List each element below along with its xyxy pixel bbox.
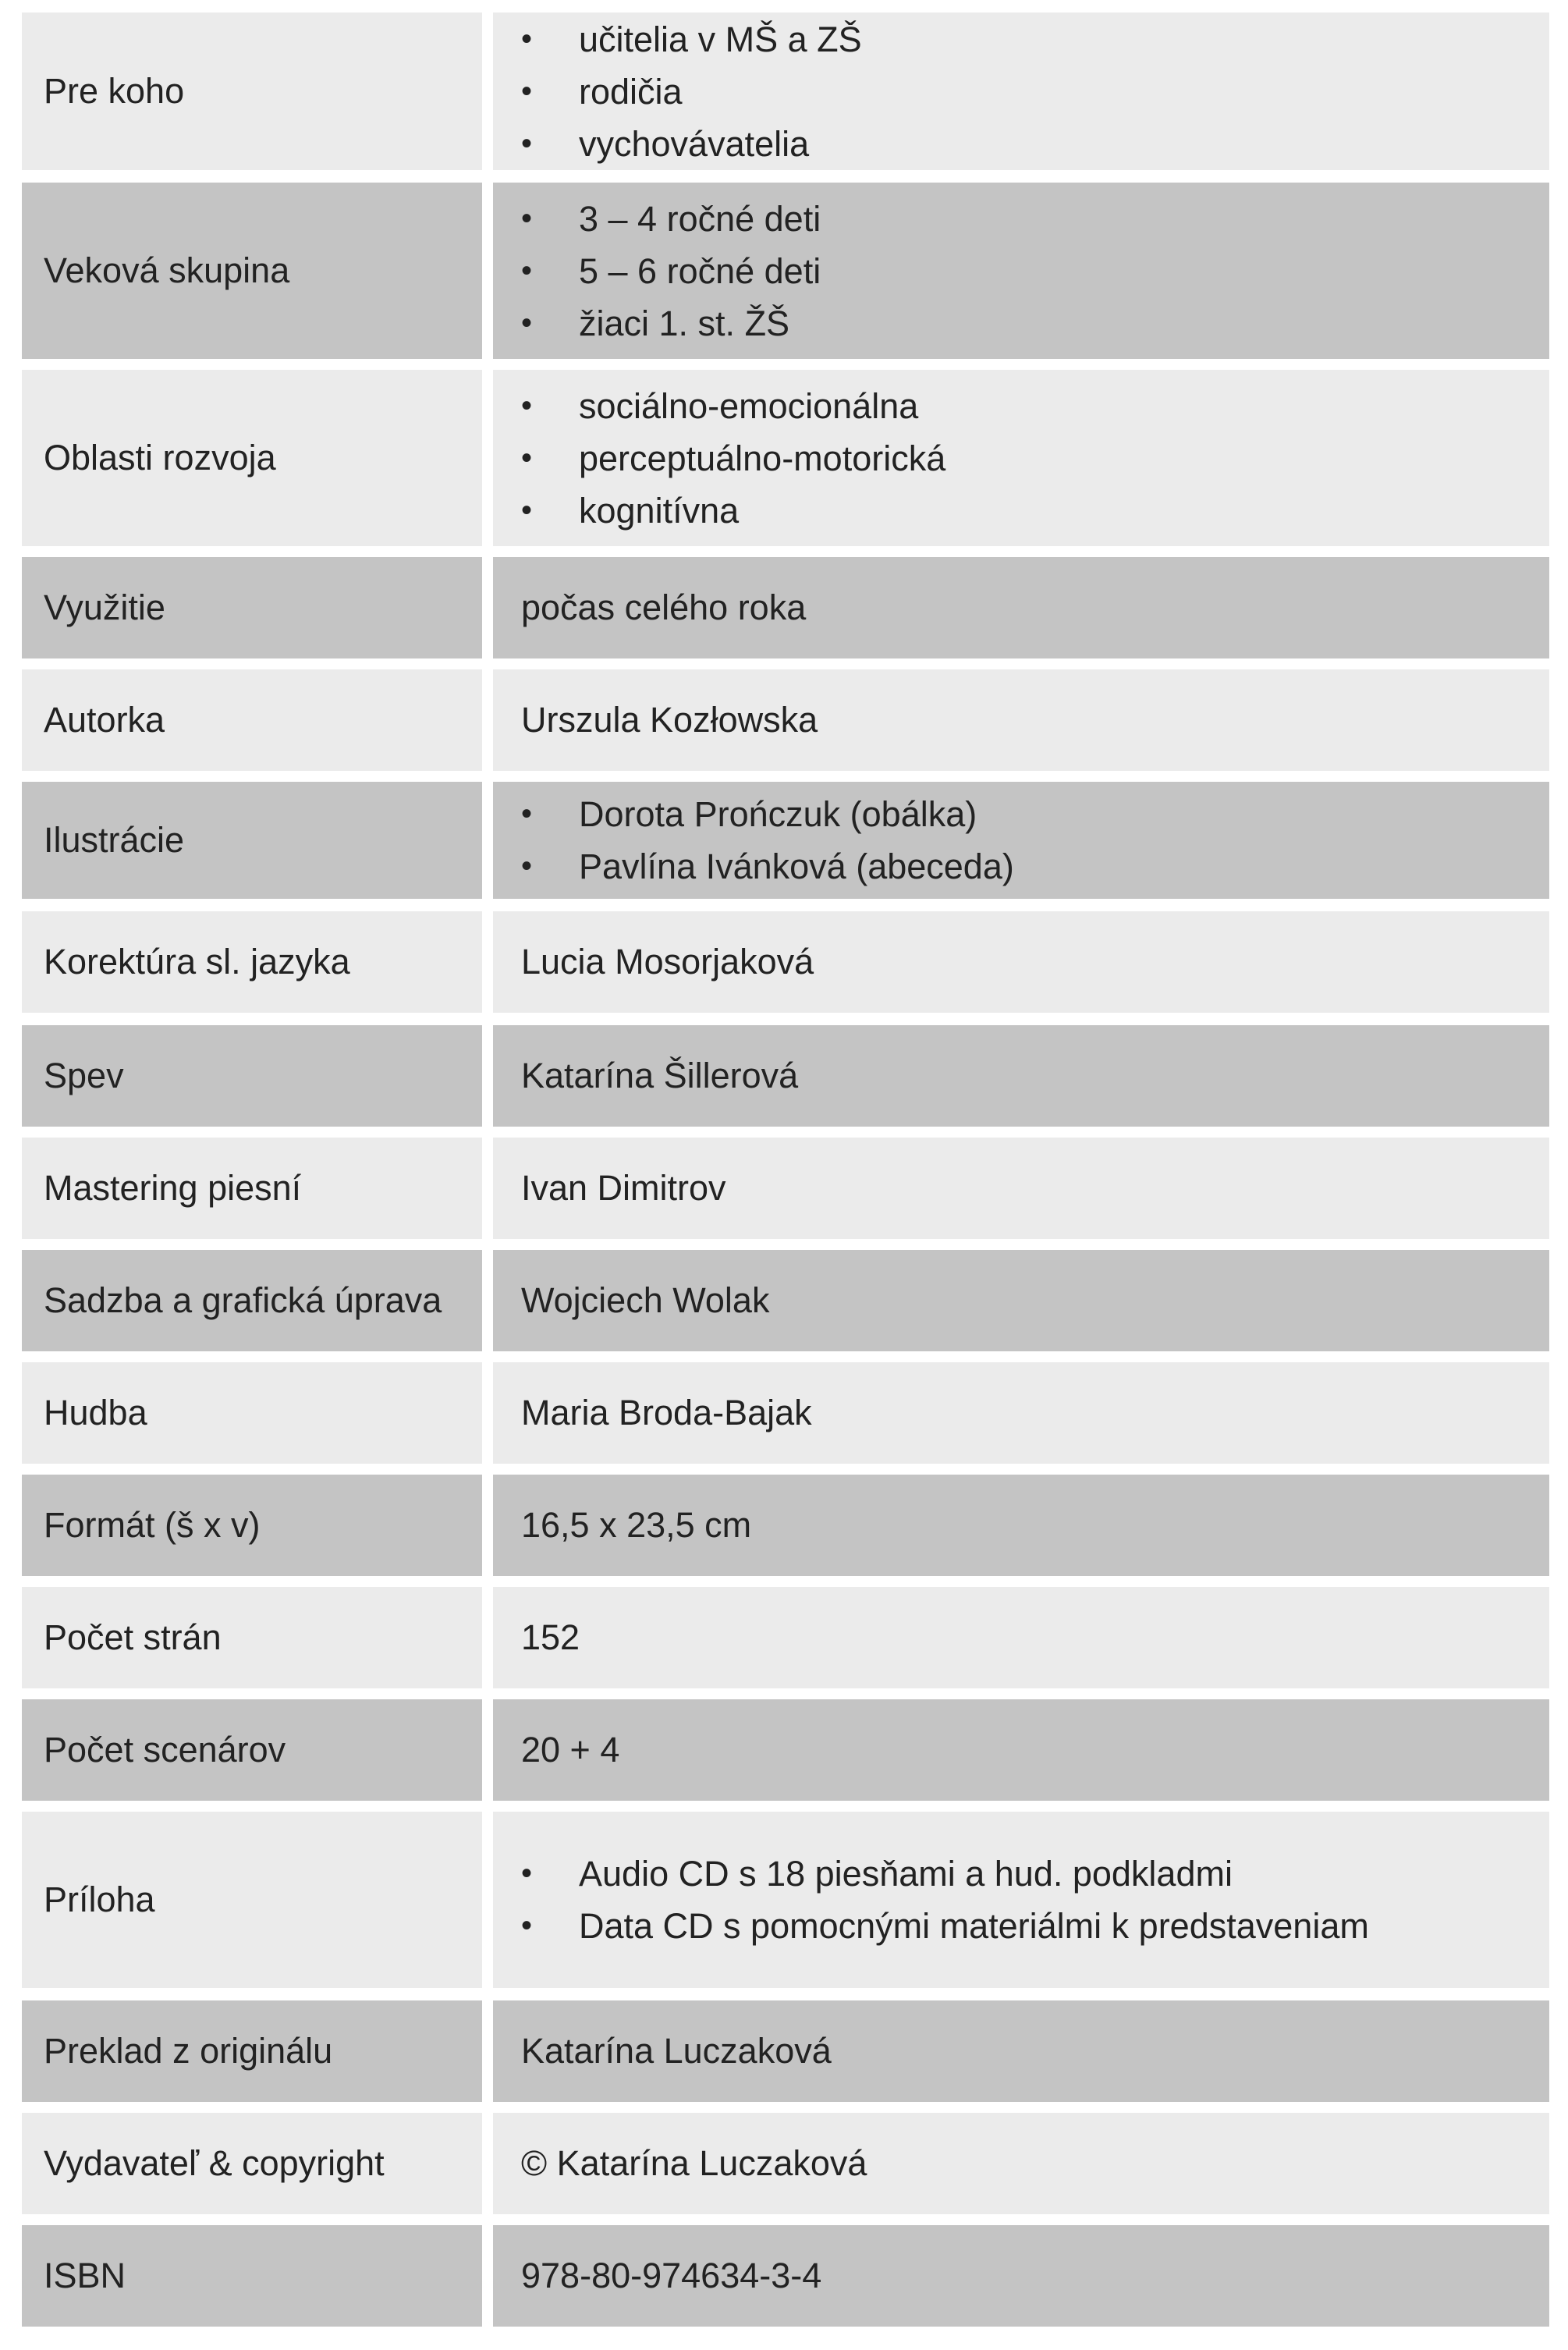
value-list <box>521 13 862 170</box>
row-value: Urszula Kozłowska <box>493 669 1549 771</box>
table-row <box>22 1587 1549 1688</box>
row-value <box>493 12 1549 170</box>
bullet-icon: • <box>521 201 533 236</box>
table-row <box>22 1362 1549 1464</box>
list-item-text: 5 – 6 ročné deti <box>579 250 821 291</box>
bullet-icon: • <box>521 849 533 883</box>
row-label: Oblasti rozvoja <box>22 370 482 546</box>
row-label: Počet strán <box>22 1587 482 1688</box>
bullet-icon: • <box>521 73 533 108</box>
row-label: Korektúra sl. jazyka <box>22 911 482 1013</box>
table-row <box>22 782 1549 899</box>
row-value <box>493 370 1549 546</box>
list-item <box>521 245 821 297</box>
row-label: Počet scenárov <box>22 1699 482 1801</box>
row-label: Ilustrácie <box>22 782 482 899</box>
row-value: Lucia Mosorjaková <box>493 911 1549 1013</box>
row-label: Hudba <box>22 1362 482 1464</box>
row-value: Ivan Dimitrov <box>493 1138 1549 1239</box>
list-item <box>521 118 862 170</box>
list-item-text: žiaci 1. st. ŽŠ <box>579 303 790 343</box>
list-item-text: 3 – 4 ročné deti <box>579 198 821 239</box>
list-item-text: učitelia v MŠ a ZŠ <box>579 19 862 59</box>
row-label: ISBN <box>22 2225 482 2327</box>
table-row <box>22 1699 1549 1801</box>
row-value: Katarína Šillerová <box>493 1025 1549 1127</box>
bullet-icon: • <box>521 305 533 340</box>
row-value: Maria Broda-Bajak <box>493 1362 1549 1464</box>
list-item-text: vychovávatelia <box>579 123 810 164</box>
table-row <box>22 669 1549 771</box>
bullet-icon: • <box>521 492 533 527</box>
table-row <box>22 183 1549 359</box>
list-item-text: sociálno-emocionálna <box>579 385 919 426</box>
value-list <box>521 193 821 350</box>
row-value: 20 + 4 <box>493 1699 1549 1801</box>
row-label: Autorka <box>22 669 482 771</box>
list-item <box>521 485 945 537</box>
row-label: Využitie <box>22 557 482 658</box>
row-label: Mastering piesní <box>22 1138 482 1239</box>
table-row <box>22 1025 1549 1127</box>
table-row <box>22 12 1549 170</box>
row-label: Preklad z originálu <box>22 2000 482 2102</box>
row-value <box>493 183 1549 359</box>
table-row <box>22 2000 1549 2102</box>
row-value: 16,5 x 23,5 cm <box>493 1475 1549 1576</box>
bullet-icon: • <box>521 126 533 161</box>
list-item <box>521 1848 1369 1900</box>
list-item-text: Data CD s pomocnými materiálmi k predstaveniam <box>579 1906 1369 1946</box>
table-row <box>22 1475 1549 1576</box>
row-value: počas celého roka <box>493 557 1549 658</box>
row-label: Spev <box>22 1025 482 1127</box>
table-row <box>22 1138 1549 1239</box>
row-label: Vydavateľ & copyright <box>22 2113 482 2214</box>
row-label: Príloha <box>22 1812 482 1988</box>
list-item-text: Pavlína Ivánková (abeceda) <box>579 847 1014 886</box>
bullet-icon: • <box>521 1908 533 1943</box>
row-value: © Katarína Luczaková <box>493 2113 1549 2214</box>
table-row <box>22 557 1549 658</box>
bullet-icon: • <box>521 21 533 56</box>
list-item <box>521 1900 1369 1952</box>
row-value: 978-80-974634-3-4 <box>493 2225 1549 2327</box>
table-row <box>22 2113 1549 2214</box>
list-item <box>521 380 945 432</box>
row-label: Pre koho <box>22 12 482 170</box>
row-label: Formát (š x v) <box>22 1475 482 1576</box>
row-label: Sadzba a grafická úprava <box>22 1250 482 1351</box>
value-list <box>521 788 1014 893</box>
list-item <box>521 840 1014 893</box>
table-row <box>22 2225 1549 2327</box>
bullet-icon: • <box>521 388 533 423</box>
list-item <box>521 788 1014 840</box>
bullet-icon: • <box>521 797 533 831</box>
bullet-icon: • <box>521 440 533 475</box>
table-row <box>22 1250 1549 1351</box>
list-item <box>521 13 862 66</box>
table-row <box>22 1812 1549 1988</box>
list-item <box>521 66 862 118</box>
row-value: Wojciech Wolak <box>493 1250 1549 1351</box>
list-item-text: rodičia <box>579 71 683 112</box>
list-item-text: Audio CD s 18 piesňami a hud. podkladmi <box>579 1854 1233 1894</box>
list-item-text: Dorota Prończuk (obálka) <box>579 794 977 834</box>
row-label: Veková skupina <box>22 183 482 359</box>
bullet-icon: • <box>521 1856 533 1890</box>
row-value <box>493 1812 1549 1988</box>
row-value: 152 <box>493 1587 1549 1688</box>
row-value: Katarína Luczaková <box>493 2000 1549 2102</box>
list-item <box>521 193 821 245</box>
list-item <box>521 297 821 350</box>
bullet-icon: • <box>521 253 533 288</box>
value-list <box>521 1848 1369 1952</box>
row-value <box>493 782 1549 899</box>
table-row <box>22 911 1549 1013</box>
table-row <box>22 370 1549 546</box>
list-item-text: perceptuálno-motorická <box>579 438 946 478</box>
value-list <box>521 380 945 537</box>
list-item-text: kognitívna <box>579 490 740 531</box>
list-item <box>521 432 945 485</box>
